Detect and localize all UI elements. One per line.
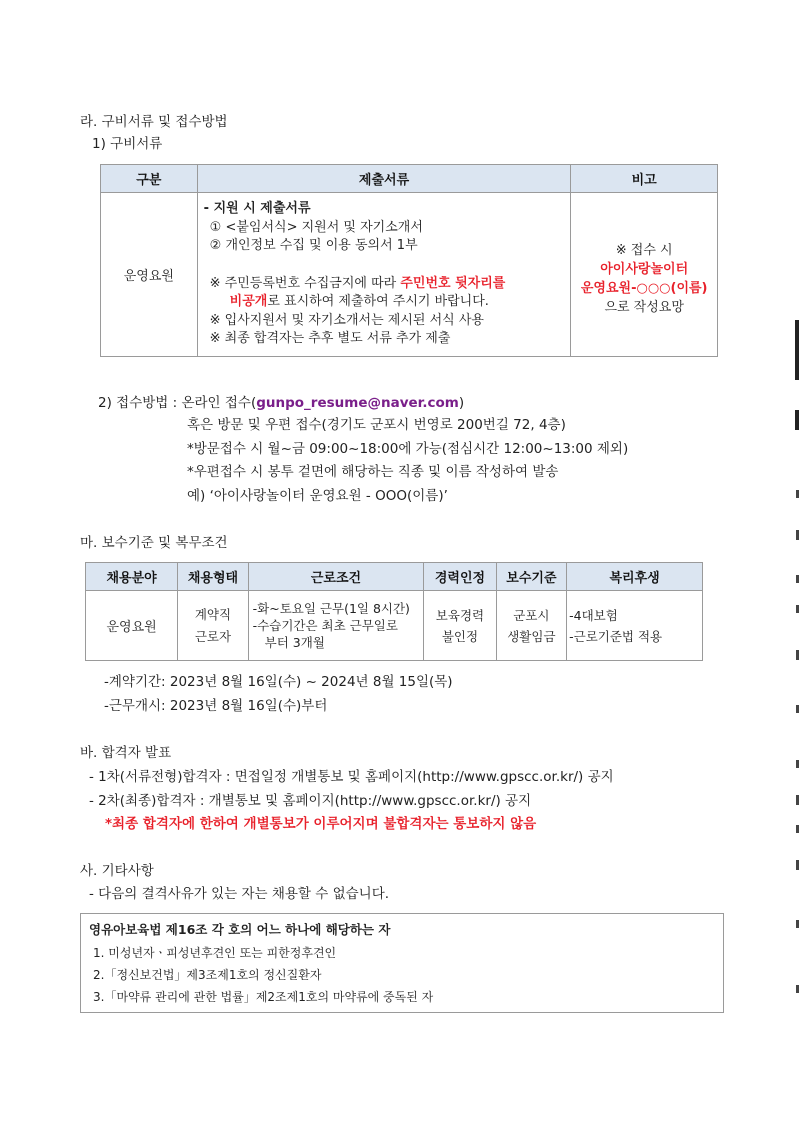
submission-line: *방문접수 시 월~금 09:00~18:00에 가능(점심시간 12:00~13:00 제외): [187, 441, 629, 457]
remark-line: ※ 접수 시: [615, 242, 673, 258]
section-ra-sub1: 1) 구비서류: [92, 136, 163, 152]
disqualification-item: 3.「마약류 관리에 관한 법률」제2조제1호의 마약류에 중독된 자: [93, 990, 434, 1004]
cell-pay: 군포시 생활임금: [496, 591, 566, 661]
final-round-announcement: - 2차(최종)합격자 : 개별통보 및 홈페이지(http://www.gpscc.or.kr/) 공지: [89, 793, 532, 809]
contract-period: -계약기간: 2023년 8월 16일(수) ~ 2024년 8월 15일(목): [104, 674, 453, 690]
section-ma-title: 마. 보수기준 및 복무조건: [80, 535, 228, 551]
section-sa-title: 사. 기타사항: [80, 863, 154, 879]
note-resident-number-cont: 비공개로 표시하여 제출하여 주시기 바랍니다.: [229, 294, 489, 310]
note-resident-number: ※ 주민등록번호 수집금지에 따라 주민번호 뒷자리를: [209, 275, 506, 291]
documents-table: [100, 164, 718, 357]
header-welfare: 복리후생: [567, 563, 703, 591]
header-conditions: 근로조건: [248, 563, 424, 591]
submission-line: *우편접수 시 봉투 겉면에 해당하는 직종 및 이름 작성하여 발송: [187, 464, 559, 480]
doc-item: ② 개인정보 수집 및 이용 동의서 1부: [209, 238, 418, 254]
section-ba-title: 바. 합격자 발표: [80, 745, 172, 761]
disqualification-box: [80, 913, 724, 1013]
cell-conditions: -화~토요일 근무(1일 8시간) -수습기간은 최초 근무일로 부터 3개월: [248, 591, 424, 661]
header-pay: 보수기준: [496, 563, 566, 591]
final-notice: *최종 합격자에 한하여 개별통보가 이루어지며 불합격자는 통보하지 않음: [105, 816, 537, 832]
submission-line: 예) ‘아이사랑놀이터 운영요원 - OOO(이름)’: [187, 488, 448, 504]
disqualification-intro: - 다음의 결격사유가 있는 자는 채용할 수 없습니다.: [89, 886, 390, 902]
doc-item: ① <붙임서식> 지원서 및 자기소개서: [209, 219, 423, 235]
submission-line: 혹은 방문 및 우편 접수(경기도 군포시 번영로 200번길 72, 4층): [187, 417, 566, 433]
cell-career: 보육경력 불인정: [424, 591, 496, 661]
remark-highlight: 아이사랑놀이터: [600, 261, 689, 277]
header-type: 채용형태: [178, 563, 248, 591]
edge-marks: [793, 0, 800, 1131]
note-form-usage: ※ 입사지원서 및 자기소개서는 제시된 서식 사용: [209, 312, 484, 328]
note-final-documents: ※ 최종 합격자는 추후 별도 서류 추가 제출: [209, 331, 451, 347]
remark-line: 으로 작성요망: [604, 299, 684, 315]
box-title: 영유아보육법 제16조 각 호의 어느 하나에 해당하는 자: [89, 922, 391, 937]
section-ra-title: 라. 구비서류 및 접수방법: [80, 114, 228, 130]
cell-field: 운영요원: [86, 591, 178, 661]
cell-documents: [197, 193, 571, 357]
header-field: 채용분야: [86, 563, 178, 591]
cell-category: 운영요원: [101, 193, 198, 357]
cell-type: 계약직 근로자: [178, 591, 248, 661]
disqualification-item: 1. 미성년자ㆍ피성년후견인 또는 피한정후견인: [93, 946, 337, 960]
docs-title: - 지원 시 제출서류: [203, 201, 311, 217]
header-remark: 비고: [571, 165, 718, 193]
first-round-announcement: - 1차(서류전형)합격자 : 면접일정 개별통보 및 홈페이지(http://www.gpscc.or.kr/) 공지: [89, 769, 614, 785]
header-category: 구분: [101, 165, 198, 193]
email-link[interactable]: gunpo_resume@naver.com: [256, 395, 459, 411]
work-start: -근무개시: 2023년 8월 16일(수)부터: [104, 698, 328, 714]
cell-remark: [571, 193, 718, 357]
disqualification-item: 2.「정신보건법」제3조제1호의 정신질환자: [93, 968, 322, 982]
submission-method: 2) 접수방법 : 온라인 접수(gunpo_resume@naver.com): [98, 395, 465, 411]
conditions-table: [85, 562, 703, 661]
header-career: 경력인정: [424, 563, 496, 591]
cell-welfare: -4대보험 -근로기준법 적용: [567, 591, 703, 661]
remark-highlight: 운영요원-○○○(이름): [580, 280, 708, 296]
header-documents: 제출서류: [197, 165, 571, 193]
